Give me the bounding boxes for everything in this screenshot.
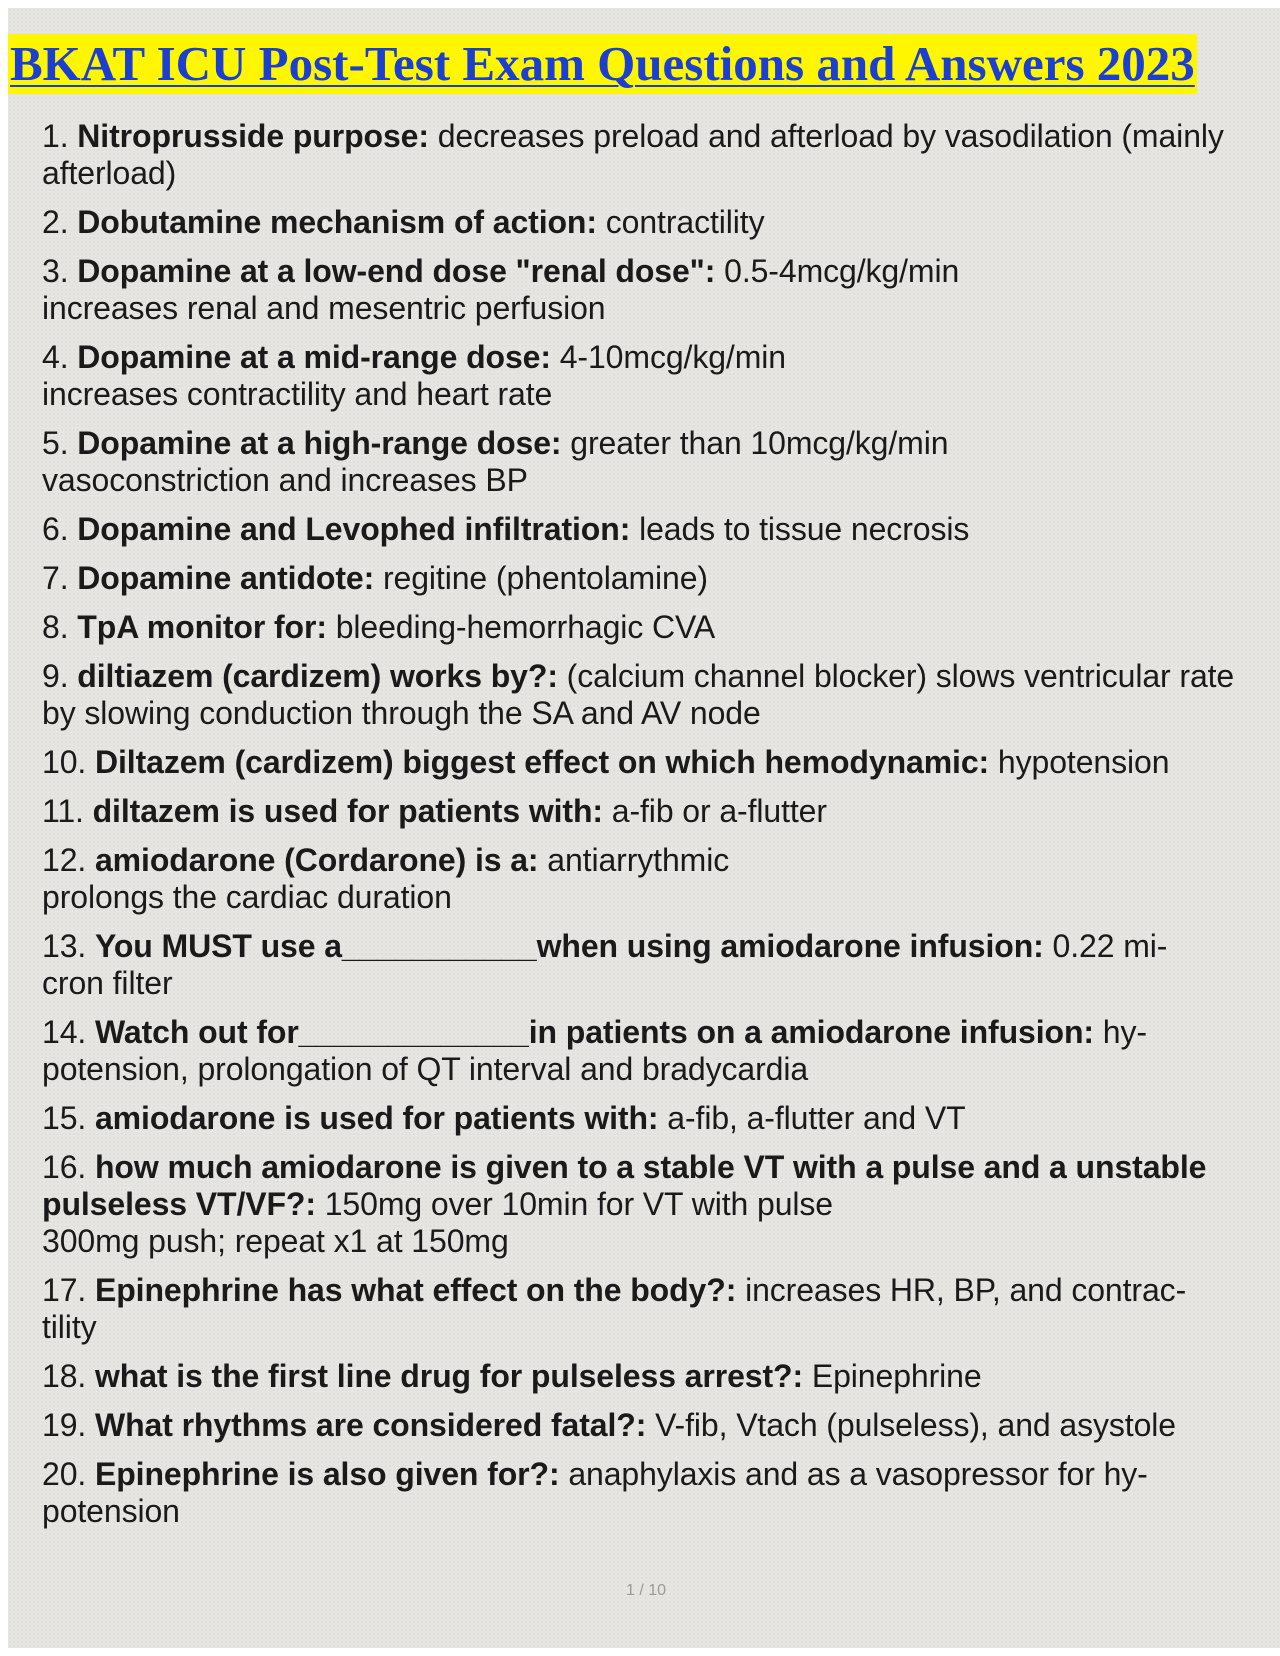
question-text: amiodarone is used for patients with: [94, 1100, 659, 1136]
answer-text: bleeding-hemorrhagic CVA [335, 609, 716, 645]
question-text: amiodarone (Cordarone) is a: [94, 842, 539, 878]
answer-text: a-fib or a-flutter [611, 793, 827, 829]
question-text: diltazem is used for patients with: [92, 793, 603, 829]
qa-item [42, 204, 1274, 241]
qa-item [42, 658, 1274, 732]
item-number: 16. [42, 1149, 87, 1185]
answer-text: increases HR, BP, and contrac- tility [42, 1272, 1187, 1345]
question-text: What rhythms are considered fatal?: [94, 1407, 647, 1443]
qa-item [42, 1407, 1274, 1444]
answer-text: 0.5-4mcg/kg/min increases renal and mesentric perfusion [42, 253, 960, 326]
item-number: 15. [42, 1100, 87, 1136]
item-number: 12. [42, 842, 87, 878]
answer-text: contractility [605, 204, 765, 240]
answer-text: (calcium channel blocker) slows ventricular rate by slowing conduction through the SA and AV node [42, 658, 1235, 731]
answer-text: 4-10mcg/kg/min increases contractility and heart rate [42, 339, 786, 412]
qa-item [42, 609, 1274, 646]
answer-text: hypotension [997, 744, 1170, 780]
qa-item [42, 928, 1274, 1002]
qa-item [42, 425, 1274, 499]
question-text: Nitroprusside purpose: [77, 118, 429, 154]
qa-item [42, 118, 1274, 192]
qa-item [42, 253, 1274, 327]
qa-item [42, 1149, 1274, 1260]
document-title: BKAT ICU Post-Test Exam Questions and Answers 2023 [8, 34, 1197, 94]
item-number: 5. [42, 425, 69, 461]
item-number: 13. [42, 928, 87, 964]
question-text: Dopamine at a mid-range dose: [77, 339, 551, 375]
qa-item [42, 842, 1274, 916]
item-number: 11. [42, 793, 84, 829]
item-number: 7. [42, 560, 69, 596]
question-text: You MUST use a___________when using amiodarone infusion: [94, 928, 1044, 964]
question-text: Epinephrine has what effect on the body?: [94, 1272, 737, 1308]
question-text: Dopamine at a high-range dose: [77, 425, 562, 461]
qa-list [42, 118, 1274, 1542]
answer-text: hy- potension, prolongation of QT interval and bradycardia [42, 1014, 1147, 1087]
answer-text: 150mg over 10min for VT with pulse 300mg push; repeat x1 at 150mg [42, 1186, 833, 1259]
item-number: 17. [42, 1272, 87, 1308]
question-text: Dopamine at a low-end dose "renal dose": [77, 253, 716, 289]
question-text: what is the first line drug for pulseless arrest?: [94, 1358, 804, 1394]
question-text: TpA monitor for: [77, 609, 327, 645]
item-number: 9. [42, 658, 69, 694]
qa-item [42, 1100, 1274, 1137]
item-number: 18. [42, 1358, 87, 1394]
item-number: 19. [42, 1407, 87, 1443]
item-number: 20. [42, 1456, 87, 1492]
answer-text: V-fib, Vtach (pulseless), and asystole [655, 1407, 1176, 1443]
question-text: Watch out for_____________in patients on a amiodarone infusion: [94, 1014, 1094, 1050]
question-text: how much amiodarone is given to a stable VT with a pulse and a unstable pulseless VT/VF?: [42, 1149, 1207, 1222]
answer-text: decreases preload and afterload by vasodilation (mainly afterload) [42, 118, 1224, 191]
qa-item [42, 1014, 1274, 1088]
page-number: 1 / 10 [625, 1582, 667, 1599]
answer-text: antiarrythmic prolongs the cardiac duration [42, 842, 730, 915]
question-text: Diltazem (cardizem) biggest effect on which hemodynamic: [94, 744, 990, 780]
qa-item [42, 560, 1274, 597]
item-number: 14. [42, 1014, 87, 1050]
answer-text: anaphylaxis and as a vasopressor for hy- potension [42, 1456, 1148, 1529]
item-number: 8. [42, 609, 69, 645]
answer-text: greater than 10mcg/kg/min vasoconstriction and increases BP [42, 425, 949, 498]
qa-item [42, 1456, 1274, 1530]
question-text: diltiazem (cardizem) works by?: [77, 658, 558, 694]
question-text: Dopamine and Levophed infiltration: [77, 511, 631, 547]
item-number: 4. [42, 339, 69, 375]
answer-text: a-fib, a-flutter and VT [667, 1100, 966, 1136]
qa-item [42, 339, 1274, 413]
qa-item [42, 1358, 1274, 1395]
qa-item [42, 511, 1274, 548]
item-number: 6. [42, 511, 69, 547]
document-page [8, 8, 1280, 1648]
answer-text: leads to tissue necrosis [639, 511, 970, 547]
question-text: Dobutamine mechanism of action: [77, 204, 597, 240]
item-number: 10. [42, 744, 87, 780]
qa-item [42, 1272, 1274, 1346]
item-number: 1. [42, 118, 69, 154]
question-text: Dopamine antidote: [77, 560, 375, 596]
item-number: 2. [42, 204, 69, 240]
answer-text: 0.22 mi- cron filter [42, 928, 1168, 1001]
item-number: 3. [42, 253, 69, 289]
answer-text: regitine (phentolamine) [382, 560, 708, 596]
answer-text: Epinephrine [811, 1358, 982, 1394]
qa-item [42, 793, 1274, 830]
question-text: Epinephrine is also given for?: [94, 1456, 560, 1492]
qa-item [42, 744, 1274, 781]
